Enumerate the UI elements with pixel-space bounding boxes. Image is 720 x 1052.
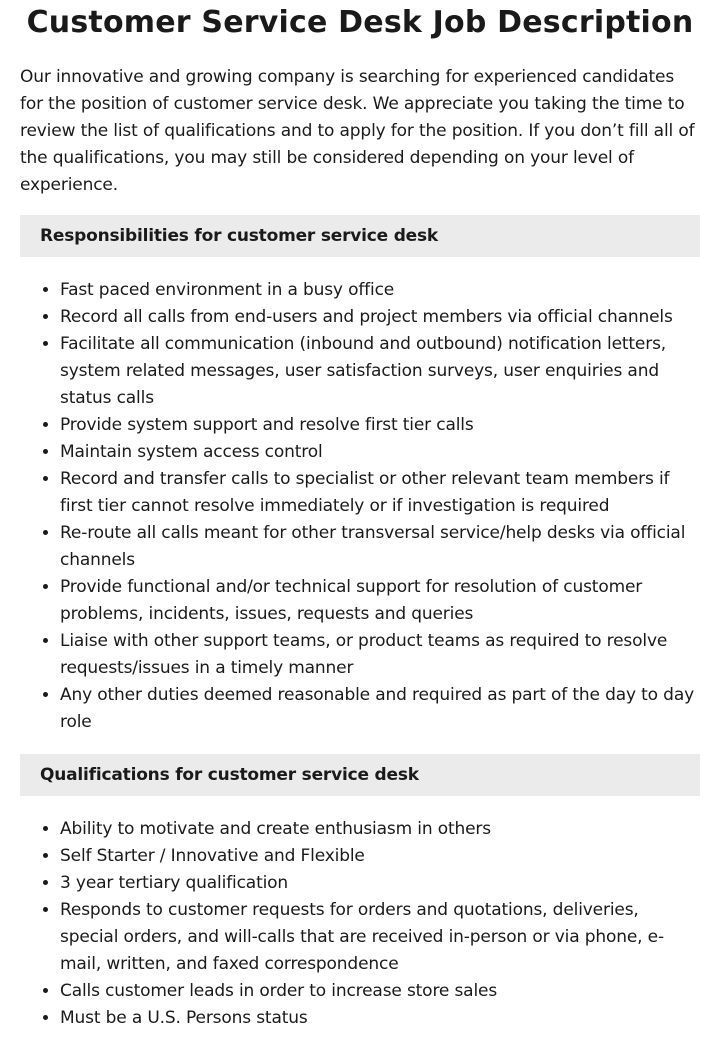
list-item: • Record and transfer calls to specialist or other relevant team members if first tier cannot resolve immediately or if investigation is required — [60, 466, 700, 520]
list-item: • Any other duties deemed reasonable and required as part of the day to day role — [60, 682, 700, 736]
list-item: • Provide functional and/or technical support for resolution of customer problems, incidents, issues, requests and queries — [60, 574, 700, 628]
list-item: • Ability to motivate and create enthusiasm in others — [60, 816, 700, 843]
page-title: Customer Service Desk Job Description — [26, 5, 694, 40]
qualifications-header: Qualifications for customer service desk — [20, 754, 700, 796]
list-item: • Re-route all calls meant for other transversal service/help desks via official channels — [60, 520, 700, 574]
list-item: • Record all calls from end-users and project members via official channels — [60, 304, 700, 331]
list-item: • Maintain system access control — [60, 439, 700, 466]
qualifications-list — [20, 816, 700, 1032]
list-item: • Must be a U.S. Persons status — [60, 1005, 700, 1032]
list-item: • 3 year tertiary qualification — [60, 870, 700, 897]
list-item: • Provide system support and resolve first tier calls — [60, 412, 700, 439]
list-item: • Calls customer leads in order to increase store sales — [60, 978, 700, 1005]
list-item: • Responds to customer requests for orders and quotations, deliveries, special orders, and will-calls that are received in-person or via phone, e-mail, written, and faxed correspondence — [60, 897, 700, 978]
list-item: • Self Starter / Innovative and Flexible — [60, 843, 700, 870]
intro-paragraph: Our innovative and growing company is searching for experienced candidates for the position of customer service desk. We appreciate you taking the time to review the list of qualifications and to apply for the position. If you don’t fill all of the qualifications, you may still be considered depending on your level of experience. — [20, 67, 695, 195]
responsibilities-header: Responsibilities for customer service desk — [20, 215, 700, 257]
list-item: • Fast paced environment in a busy office — [60, 277, 700, 304]
list-item: • Liaise with other support teams, or product teams as required to resolve requests/issues in a timely manner — [60, 628, 700, 682]
responsibilities-list — [20, 277, 700, 736]
list-item: • Facilitate all communication (inbound and outbound) notification letters, system related messages, user satisfaction surveys, user enquiries and status calls — [60, 331, 700, 412]
